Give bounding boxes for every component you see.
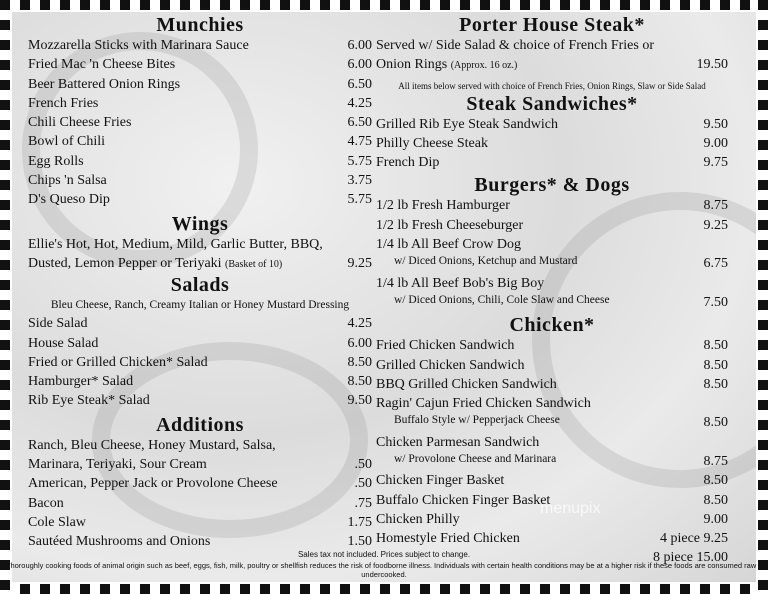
menu-item-name: Chicken Finger Basket <box>376 473 505 489</box>
menu-item-name: Grilled Chicken Sandwich <box>376 357 525 373</box>
menu-item <box>28 436 372 455</box>
menu-item <box>376 274 728 293</box>
section-title-porterhouse: Porter House Steak* <box>459 14 645 36</box>
menu-item-price: 5.75 <box>347 192 372 208</box>
menu-item-name: French Dip <box>376 155 440 171</box>
section-title-additions: Additions <box>156 413 244 436</box>
watermark: menupix <box>540 500 601 517</box>
menu-item <box>28 372 372 391</box>
served-with-note: All items below served with choice of French Fries, Onion Rings, Slaw or Side Salad <box>398 80 706 91</box>
menu-item-name: House Salad <box>28 335 99 351</box>
homestyle-chicken-item <box>376 529 728 548</box>
menu-item-price: 5.75 <box>347 153 372 169</box>
menu-item-price: .50 <box>354 457 372 473</box>
menu-item-price: 6.50 <box>347 115 372 131</box>
menu-item <box>28 152 372 171</box>
menu-item-name: Hamburger* Salad <box>28 374 134 390</box>
menu-item-name: Cole Slaw <box>28 514 86 530</box>
checker-border-top <box>0 0 768 10</box>
wings-flavors-line-2: Dusted, Lemon Pepper or Teriyaki <box>28 255 222 271</box>
menu-item-name: French Fries <box>28 95 99 111</box>
tax-note: Sales tax not included. Prices subject to change. <box>297 550 471 559</box>
menu-item-price: 8.50 <box>703 473 728 489</box>
menu-item <box>376 336 728 355</box>
menu-item-name: 1/2 lb Fresh Hamburger <box>376 198 510 214</box>
menu-item <box>376 375 728 394</box>
menu-item-name: Mozzarella Sticks with Marinara Sauce <box>28 38 249 53</box>
burgers-list <box>376 196 728 312</box>
menu-item-price: 1.75 <box>347 514 372 530</box>
menu-right-column <box>376 14 728 566</box>
menu-item-name: Sautéed Mushrooms and Onions <box>28 534 211 550</box>
menu-item-price: 6.00 <box>347 57 372 73</box>
menu-item-name: Bowl of Chili <box>28 134 106 150</box>
menu-item <box>376 394 728 413</box>
menu-item-name: Buffalo Chicken Finger Basket <box>376 492 551 508</box>
menu-item <box>376 216 728 235</box>
menu-item <box>28 513 372 532</box>
menu-item-price: 1.50 <box>347 534 372 550</box>
salads-list <box>28 314 372 410</box>
section-title-salads: Salads <box>170 274 230 297</box>
menu-item-description: w/ Diced Onions, Chili, Cole Slaw and Cheese <box>394 293 610 306</box>
menu-item <box>28 132 372 151</box>
menu-item-price: 8.75 <box>703 198 728 214</box>
menu-item <box>376 471 728 490</box>
porterhouse-size-note: (Approx. 16 oz.) <box>450 60 518 72</box>
menu-item <box>28 55 372 74</box>
menu-item-name: 1/4 lb All Beef Crow Dog <box>376 237 522 253</box>
menu-item-price: .50 <box>354 476 372 492</box>
menu-item-detail-row <box>376 293 728 312</box>
menu-item-price: 8.50 <box>703 415 728 431</box>
homestyle-chicken-name: Homestyle Fried Chicken <box>376 531 520 547</box>
menu-item <box>28 353 372 372</box>
section-title-steak-sandwiches: Steak Sandwiches* <box>466 92 638 115</box>
section-title-wings: Wings <box>171 212 229 235</box>
menu-item <box>376 433 728 452</box>
menu-item-name: Grilled Rib Eye Steak Sandwich <box>376 116 558 132</box>
menu-item-name: Fried Chicken Sandwich <box>376 338 515 354</box>
porterhouse-description: Served w/ Side Salad & choice of French Fries or <box>376 38 654 53</box>
menu-item <box>28 455 372 474</box>
section-title-munchies: Munchies <box>156 14 244 36</box>
menu-item-name: Bacon <box>28 495 64 511</box>
menu-item-name: American, Pepper Jack or Provolone Cheese <box>28 476 278 492</box>
wings-flavors-line: Ellie's Hot, Hot, Medium, Mild, Garlic Butter, BBQ, <box>28 236 323 252</box>
menu-item <box>28 532 372 551</box>
menu-item <box>28 391 372 410</box>
menu-item-name: Fried Mac 'n Cheese Bites <box>28 57 176 73</box>
menu-item <box>28 36 372 55</box>
menu-item <box>376 235 728 254</box>
munchies-list <box>28 36 372 210</box>
menu-item-price: 8.50 <box>703 376 728 392</box>
menu-item-price: 8.50 <box>347 354 372 370</box>
menu-item-price: 9.25 <box>703 217 728 233</box>
menu-item <box>376 115 728 134</box>
menu-item-name: Egg Rolls <box>28 153 84 169</box>
menu-item-price: 9.75 <box>703 155 728 171</box>
section-title-chicken: Chicken* <box>509 314 595 337</box>
menu-item-price: 8.50 <box>703 357 728 373</box>
menu-left-column <box>28 14 372 552</box>
foodborne-illness-warning: *Thoroughly cooking foods of animal origin such as beef, eggs, fish, milk, poultry or shellfish reduces the risk of foodborne illness. Individuals with certain health conditions may be at a higher risk if these foods are consumed raw or undercooked. <box>2 561 766 579</box>
menu-item <box>28 334 372 353</box>
section-title-burgers: Burgers* & Dogs <box>474 174 630 197</box>
menu-item-name: Rib Eye Steak* Salad <box>28 393 150 409</box>
menu-item-name: BBQ Grilled Chicken Sandwich <box>376 376 557 392</box>
menu-item-price: 9.00 <box>703 135 728 151</box>
menu-item-name: 1/4 lb All Beef Bob's Big Boy <box>376 275 545 291</box>
menu-item <box>28 190 372 209</box>
menu-item-name: Fried or Grilled Chicken* Salad <box>28 354 208 370</box>
menu-item-price: 9.50 <box>347 393 372 409</box>
menu-item-detail-row <box>376 452 728 471</box>
menu-item-name: D's Queso Dip <box>28 192 110 208</box>
menu-item <box>376 356 728 375</box>
menu-item-name: Beer Battered Onion Rings <box>28 76 181 92</box>
menu-item <box>28 94 372 113</box>
menu-item <box>376 134 728 153</box>
menu-item <box>28 75 372 94</box>
menu-item-price: 4.25 <box>347 95 372 111</box>
menu-item-price: 9.00 <box>703 511 728 527</box>
wings-menu-item <box>28 254 372 274</box>
checker-border-left <box>0 0 10 594</box>
menu-item-price: 6.00 <box>347 335 372 351</box>
menu-item-name: Ranch, Bleu Cheese, Honey Mustard, Salsa, <box>28 437 276 453</box>
menu-item <box>376 196 728 215</box>
menu-item-price: 4.75 <box>347 134 372 150</box>
menu-item-price: 8.50 <box>703 492 728 508</box>
menu-item-price: 8.75 <box>703 454 728 470</box>
porterhouse-price: 19.50 <box>696 57 728 73</box>
menu-item-name: Chicken Philly <box>376 511 460 527</box>
menu-item-name: 1/2 lb Fresh Cheeseburger <box>376 217 524 233</box>
menu-item-price: 4.25 <box>347 316 372 332</box>
menu-item-price: 6.50 <box>347 76 372 92</box>
menu-item <box>28 494 372 513</box>
menu-item-price: 7.50 <box>703 294 728 310</box>
menu-item-detail-row <box>376 254 728 273</box>
menu-item-name: Ragin' Cajun Fried Chicken Sandwich <box>376 396 591 412</box>
menu-item-name: Chips 'n Salsa <box>28 173 107 189</box>
menu-item-name: Philly Cheese Steak <box>376 135 488 151</box>
checker-border-right <box>758 0 768 594</box>
menu-item <box>376 153 728 172</box>
checker-border-bottom <box>0 584 768 594</box>
menu-item-description: Buffalo Style w/ Pepperjack Cheese <box>394 414 560 427</box>
menu-item-price: 6.75 <box>703 256 728 272</box>
menu-item-description: w/ Provolone Cheese and Marinara <box>394 453 557 466</box>
menu-item-name: Marinara, Teriyaki, Sour Cream <box>28 457 207 473</box>
menu-item-detail-row <box>376 413 728 432</box>
menu-item-description: w/ Diced Onions, Ketchup and Mustard <box>394 255 578 268</box>
homestyle-chicken-8pc: 8 piece 15.00 <box>652 549 728 565</box>
menu-item-price: 8.50 <box>347 374 372 390</box>
menu-item-price: 3.75 <box>347 173 372 189</box>
menu-item-name: Chili Cheese Fries <box>28 115 132 131</box>
menu-item-name: Side Salad <box>28 316 88 332</box>
menu-item-price: 6.00 <box>347 38 372 53</box>
menu-item <box>28 171 372 190</box>
menu-item-price: 8.50 <box>703 338 728 354</box>
porterhouse-menu-item <box>376 55 728 75</box>
menu-item-price: 9.50 <box>703 116 728 132</box>
porterhouse-sides: Onion Rings <box>376 57 448 73</box>
additions-list <box>28 436 372 552</box>
menu-item <box>28 314 372 333</box>
wings-price: 9.25 <box>347 255 372 271</box>
steak-sandwiches-list <box>376 115 728 173</box>
menu-item-price: .75 <box>354 495 372 511</box>
salad-dressing-options: Bleu Cheese, Ranch, Creamy Italian or Honey Mustard Dressing <box>50 299 350 312</box>
menu-item-name: Chicken Parmesan Sandwich <box>376 434 540 450</box>
menu-item <box>28 113 372 132</box>
homestyle-chicken-4pc: 4 piece 9.25 <box>659 531 728 547</box>
menu-item <box>28 474 372 493</box>
wings-basket-note: (Basket of 10) <box>225 258 283 270</box>
